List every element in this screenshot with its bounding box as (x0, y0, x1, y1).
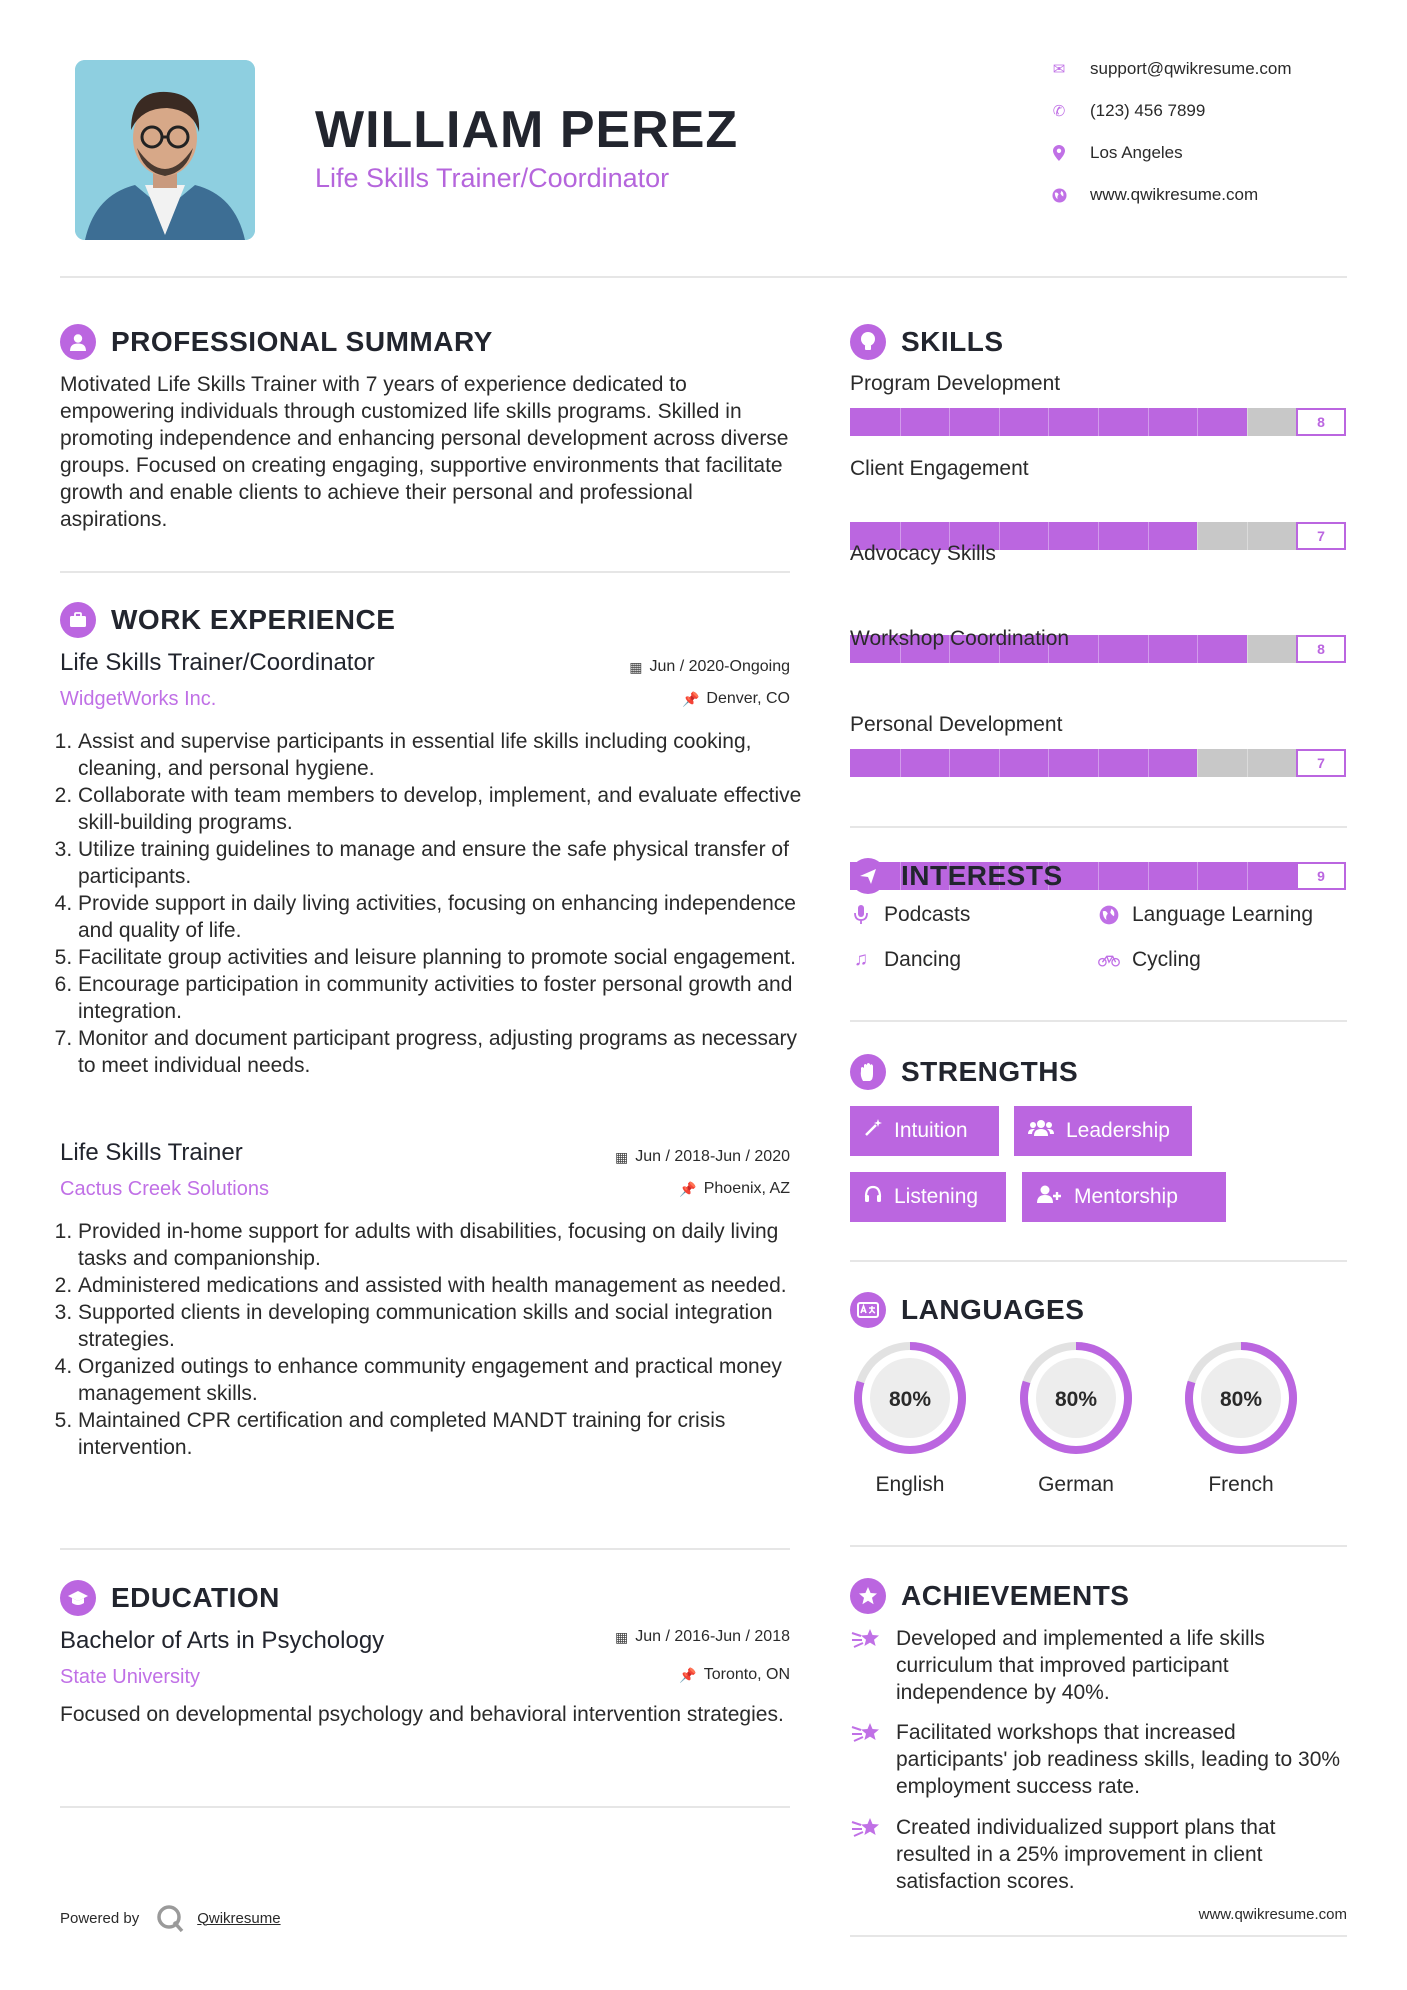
job-company: Cactus Creek Solutions (60, 1178, 269, 1200)
contact-email[interactable] (1050, 54, 1380, 84)
user-plus-icon (1036, 1185, 1062, 1209)
contact-phone[interactable] (1050, 96, 1380, 126)
skill-score: 7 (1296, 522, 1346, 550)
skill-bar-segment (1197, 749, 1198, 777)
skill-bar-segment (1148, 635, 1149, 663)
briefcase-icon (60, 602, 96, 638)
users-icon (1028, 1119, 1054, 1143)
skill-bar-segment (1148, 522, 1149, 550)
microphone-icon (850, 905, 872, 925)
footer-url[interactable]: www.qwikresume.com (1198, 1906, 1347, 1923)
job-duties-list (60, 1218, 808, 1461)
language-name: German (1038, 1473, 1114, 1496)
skill-label: Client Engagement (850, 457, 1029, 480)
education-heading: EDUCATION (60, 1578, 280, 1618)
job-duties-list (60, 728, 808, 1079)
map-pin-icon (1050, 144, 1068, 162)
achievement-text: Created individualized support plans that resulted in a 25% improvement in client satisfaction scores. (896, 1816, 1276, 1893)
interests-divider (850, 1020, 1347, 1022)
skill-bar-segment (999, 408, 1000, 436)
interest-item: Language Learning (1098, 903, 1313, 927)
summary-text: Motivated Life Skills Trainer with 7 years of experience dedicated to empowering individuals through customized life skills programs. Skilled in promoting independence and enhancing personal development across diverse groups. Focused on creating engaging, supportive environments that facilitate growth and enable clients to achieve their personal and professional aspirations. (60, 373, 789, 531)
shooting-star-icon (850, 1814, 884, 1895)
achievement-text: Facilitated workshops that increased participants' job readiness skills, leading to 30% employment success rate. (896, 1721, 1341, 1798)
interest-item: Podcasts (850, 903, 970, 927)
language-name: English (875, 1473, 945, 1496)
skill-bar-segment (1048, 408, 1049, 436)
experience-heading: WORK EXPERIENCE (60, 600, 395, 640)
achievements-heading: ACHIEVEMENTS (850, 1576, 1129, 1616)
hand-icon (850, 1054, 886, 1090)
skill-bar-segment (949, 408, 950, 436)
list-item: 6. Encourage participation in community activities to foster personal growth and integration. (78, 971, 808, 1025)
interests-heading: INTERESTS (850, 856, 1063, 896)
achievement-item (850, 1814, 1346, 1895)
calendar-icon: ▦ (614, 1628, 629, 1645)
skill-bar-segment (1197, 522, 1198, 550)
skill-bar-segment (1148, 862, 1149, 890)
skill-score: 7 (1296, 749, 1346, 777)
magic-wand-icon (864, 1119, 882, 1143)
summary-divider (60, 571, 790, 573)
skill-bar-segment (1247, 862, 1248, 890)
job-location: 📌 Denver, CO (681, 690, 790, 707)
education-degree: Bachelor of Arts in Psychology (60, 1627, 385, 1654)
list-item: 3. Utilize training guidelines to manage and ensure the safe physical transfer of participants. (78, 836, 808, 890)
footer-powered-by: Powered by Qwikresume (60, 1903, 281, 1933)
strength-tag: Mentorship (1022, 1172, 1226, 1222)
experience-divider (60, 1548, 790, 1550)
profile-photo (75, 60, 255, 240)
skills-heading: SKILLS (850, 322, 1004, 362)
list-item: 1. Assist and supervise participants in essential life skills including cooking, cleaning, and personal hygiene. (78, 728, 808, 782)
paper-plane-icon (850, 858, 886, 894)
skill-bar-segment (1098, 522, 1099, 550)
skill-bar-segment (999, 522, 1000, 550)
list-item: 1. Provided in-home support for adults with disabilities, focusing on daily living tasks and companionship. (78, 1218, 808, 1272)
language-item (850, 1338, 970, 1463)
language-ring (1016, 1338, 1136, 1458)
interest-item: ♫ Dancing (850, 948, 961, 972)
job-title: Life Skills Trainer/Coordinator (60, 649, 375, 676)
education-divider (60, 1806, 790, 1808)
strengths-divider (850, 1260, 1347, 1262)
contact-email-text: support@qwikresume.com (1090, 59, 1292, 78)
skill-bar (850, 749, 1346, 777)
footer-divider (850, 1935, 1347, 1937)
calendar-icon: ▦ (614, 1148, 629, 1165)
job-dates: ▦ Jun / 2020-Ongoing (629, 658, 790, 675)
education-location: 📌 Toronto, ON (679, 1666, 790, 1683)
star-badge-icon (850, 1578, 886, 1614)
skill-bar-segment (1247, 408, 1248, 436)
job-location: 📌 Phoenix, AZ (679, 1180, 790, 1197)
strength-tag: Listening (850, 1172, 1006, 1222)
shooting-star-icon (850, 1719, 884, 1800)
list-item: 4. Provide support in daily living activities, focusing on enhancing independence and quality of life. (78, 890, 808, 944)
skill-bar-segment (1098, 408, 1099, 436)
skill-bar-segment (1048, 522, 1049, 550)
skill-score: 8 (1296, 635, 1346, 663)
languages-heading: LANGUAGES (850, 1290, 1084, 1330)
language-percent: 80% (888, 1388, 932, 1411)
job-dates: ▦ Jun / 2018-Jun / 2020 (614, 1148, 790, 1165)
skill-label: Personal Development (850, 713, 1063, 736)
globe-icon (1098, 905, 1120, 925)
achievement-text: Developed and implemented a life skills curriculum that improved participant independence by 40%. (896, 1627, 1265, 1704)
list-item: 2. Collaborate with team members to develop, implement, and evaluate effective skill-building programs. (78, 782, 808, 836)
summary-heading: PROFESSIONAL SUMMARY (60, 322, 493, 362)
footer-brand-link[interactable]: Qwikresume (197, 1909, 281, 1927)
languages-divider (850, 1545, 1347, 1547)
strengths-heading: STRENGTHS (850, 1052, 1078, 1092)
graduation-cap-icon (60, 1580, 96, 1616)
skill-bar-segment (999, 749, 1000, 777)
education-school: State University (60, 1666, 201, 1688)
bicycle-icon (1098, 951, 1120, 969)
language-ring (1181, 1338, 1301, 1458)
shooting-star-icon (850, 1625, 884, 1706)
language-item (1181, 1338, 1301, 1463)
language-card-icon (850, 1292, 886, 1328)
list-item: 5. Maintained CPR certification and completed MANDT training for crisis intervention. (78, 1407, 808, 1461)
contact-location (1050, 138, 1380, 168)
skill-score: 8 (1296, 408, 1346, 436)
skill-bar-segment (1048, 749, 1049, 777)
list-item: 2. Administered medications and assisted with health management as needed. (78, 1272, 808, 1299)
music-note-icon: ♫ (853, 949, 869, 970)
skills-divider (850, 826, 1347, 828)
skill-bar-segment (1098, 635, 1099, 663)
skill-bar (850, 408, 1346, 436)
skill-bar-segment (1197, 862, 1198, 890)
skill-bar-fill (850, 749, 1197, 777)
language-name: French (1208, 1473, 1274, 1496)
interest-item: Cycling (1098, 948, 1201, 972)
contact-phone-text: (123) 456 7899 (1090, 101, 1206, 120)
language-percent: 80% (1219, 1388, 1263, 1411)
skill-bar-segment (1197, 635, 1198, 663)
contact-website-text: www.qwikresume.com (1090, 185, 1259, 204)
strength-tag: Leadership (1014, 1106, 1192, 1156)
skill-bar-segment (1247, 749, 1248, 777)
skill-bar-segment (1098, 749, 1099, 777)
envelope-icon: ✉ (1052, 61, 1066, 78)
list-item: 5. Facilitate group activities and leisure planning to promote social engagement. (78, 944, 808, 971)
list-item: 3. Supported clients in developing communication skills and social integration strategies. (78, 1299, 808, 1353)
education-text: Focused on developmental psychology and behavioral intervention strategies. (60, 1703, 784, 1726)
skill-bar-segment (900, 408, 901, 436)
skill-bar-segment (1247, 522, 1248, 550)
globe-icon (1050, 186, 1068, 204)
phone-icon: ✆ (1052, 103, 1066, 120)
pushpin-icon: 📌 (681, 690, 700, 707)
skill-bar-segment (1098, 862, 1099, 890)
skill-score: 9 (1296, 862, 1346, 890)
list-item: 4. Organized outings to enhance community engagement and practical money management skills. (78, 1353, 808, 1407)
skill-label: Advocacy Skills (850, 542, 996, 565)
achievement-item (850, 1625, 1346, 1706)
skill-label: Program Development (850, 372, 1061, 395)
achievement-item (850, 1719, 1346, 1800)
skill-bar-segment (900, 749, 901, 777)
job-title: Life Skills Trainer (60, 1139, 243, 1166)
language-ring (850, 1338, 970, 1458)
header-divider (60, 276, 1347, 278)
strength-tag: Intuition (850, 1106, 999, 1156)
language-item (1016, 1338, 1136, 1463)
lightbulb-icon (850, 324, 886, 360)
candidate-name: WILLIAM PEREZ (315, 101, 739, 159)
headphones-icon (864, 1185, 882, 1209)
pushpin-icon: 📌 (679, 1180, 697, 1197)
contact-website[interactable] (1050, 180, 1380, 210)
qwikresume-logo-icon (155, 1903, 185, 1933)
calendar-icon: ▦ (629, 658, 643, 675)
candidate-title: Life Skills Trainer/Coordinator (315, 163, 670, 193)
skill-bar-segment (1197, 408, 1198, 436)
list-item: 7. Monitor and document participant progress, adjusting programs as necessary to meet individual needs. (78, 1025, 808, 1079)
pushpin-icon: 📌 (679, 1666, 697, 1683)
language-percent: 80% (1054, 1388, 1098, 1411)
skill-bar-segment (1148, 408, 1149, 436)
skill-label: Workshop Coordination (850, 627, 1070, 650)
contact-location-text: Los Angeles (1090, 143, 1183, 162)
education-dates: ▦ Jun / 2016-Jun / 2018 (614, 1628, 790, 1645)
user-icon (60, 324, 96, 360)
skill-bar-segment (1247, 635, 1248, 663)
skill-bar-segment (1148, 749, 1149, 777)
skill-bar-segment (949, 749, 950, 777)
job-company: WidgetWorks Inc. (60, 688, 217, 710)
